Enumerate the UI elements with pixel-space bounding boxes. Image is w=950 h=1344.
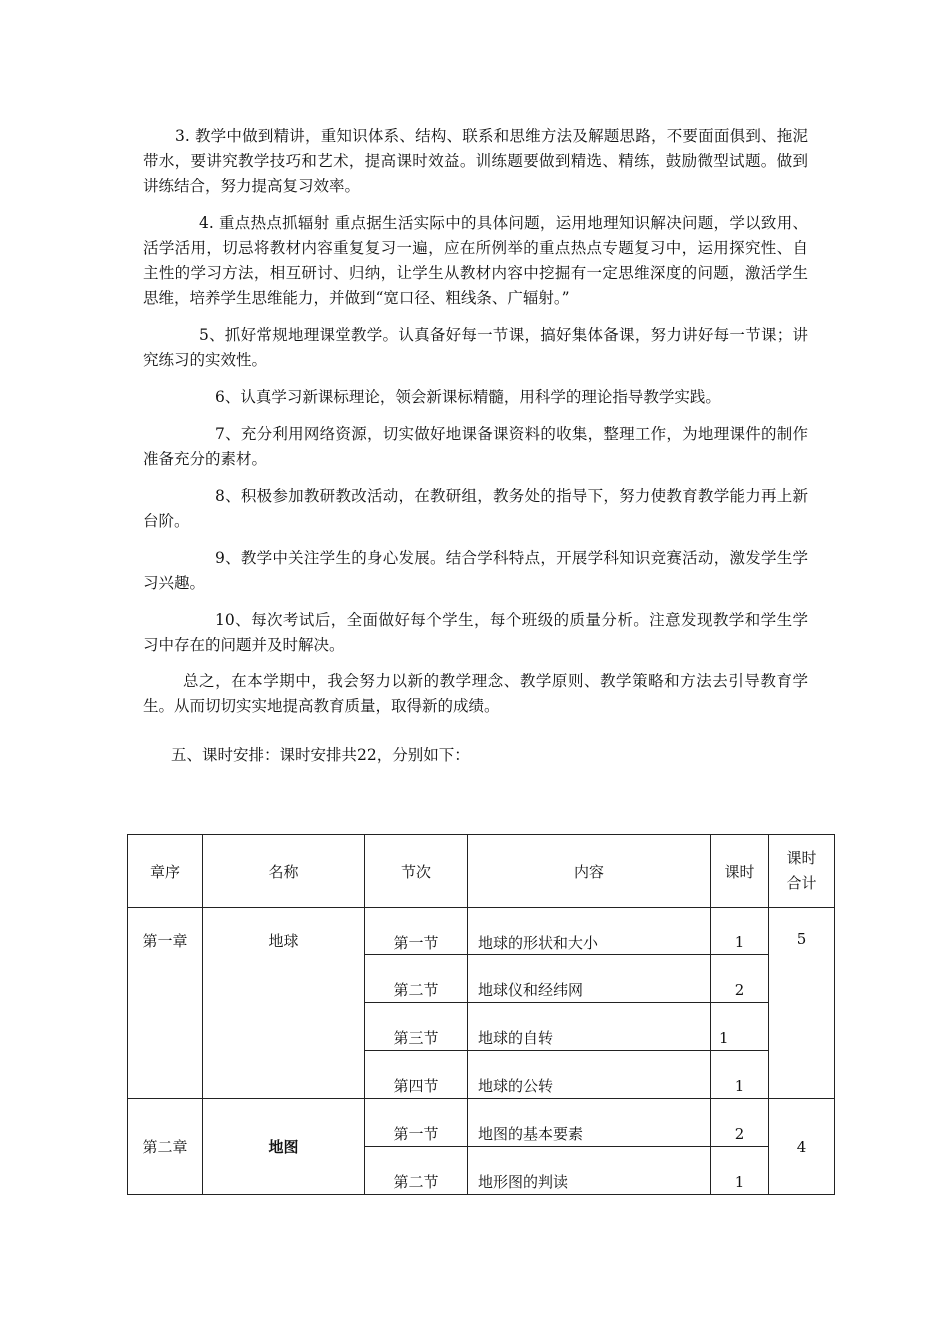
paragraph-7: 7、充分利用网络资源，切实做好地课备课资料的收集，整理工作，为地理课件的制作准备充分的素材。: [143, 425, 808, 468]
schedule-heading: 五、课时安排：课时安排共22，分别如下：: [171, 746, 470, 764]
header-total: 课时合计: [769, 835, 835, 908]
chapter-1-name: 地球: [203, 908, 365, 1099]
chapter-2: 第二章: [128, 1099, 203, 1195]
ch1-sec3-content: 地球的自转: [468, 1003, 711, 1051]
table-row: [128, 908, 835, 955]
ch1-sec2-hours: 2: [711, 955, 769, 1003]
schedule-table: [127, 834, 835, 1195]
header-section: 节次: [365, 835, 468, 908]
chapter-1-total: 5: [769, 908, 835, 1099]
paragraph-10: 10、每次考试后，全面做好每个学生，每个班级的质量分析。注意发现教学和学生学习中存在的问题并及时解决。: [143, 611, 808, 654]
ch2-sec2-hours: 1: [711, 1147, 769, 1195]
paragraph-3: 3. 教学中做到精讲，重知识体系、结构、联系和思维方法及解题思路，不要面面俱到、拖泥带水，要讲究教学技巧和艺术，提高课时效益。训练题要做到精选、精练，鼓励微型试题。做到讲练结合，努力提高复习效率。: [143, 127, 808, 195]
header-name: 名称: [203, 835, 365, 908]
ch1-sec1-content: 地球的形状和大小: [468, 908, 711, 955]
header-hours: 课时: [711, 835, 769, 908]
ch1-sec1: 第一节: [365, 908, 468, 955]
ch2-sec1-hours: 2: [711, 1099, 769, 1147]
header-content: 内容: [468, 835, 711, 908]
paragraph-6: 6、认真学习新课标理论，领会新课标精髓，用科学的理论指导教学实践。: [215, 388, 721, 406]
ch1-sec4: 第四节: [365, 1051, 468, 1099]
paragraph-5: 5、抓好常规地理课堂教学。认真备好每一节课，搞好集体备课，努力讲好每一节课；讲究练习的实效性。: [143, 326, 808, 369]
header-chapter: 章序: [128, 835, 203, 908]
ch1-sec3-hours: 1: [711, 1003, 769, 1051]
ch2-sec2: 第二节: [365, 1147, 468, 1195]
ch1-sec1-hours: 1: [711, 908, 769, 955]
ch2-sec2-content: 地形图的判读: [468, 1147, 711, 1195]
table-row: [128, 1099, 835, 1147]
chapter-2-name: 地图: [203, 1099, 365, 1195]
table-header-row: [128, 835, 835, 908]
ch1-sec4-content: 地球的公转: [468, 1051, 711, 1099]
chapter-1: 第一章: [128, 908, 203, 1099]
ch2-sec1-content: 地图的基本要素: [468, 1099, 711, 1147]
paragraph-4: 4. 重点热点抓辐射 重点据生活实际中的具体问题，运用地理知识解决问题，学以致用、活学活用，切忌将教材内容重复复习一遍，应在所例举的重点热点专题复习中，运用探究性、自主性的学习方法，相互研讨、归纳，让学生从教材内容中挖掘有一定思维深度的问题，激活学生思维，培养学生思维能力，并做到“宽口径、粗线条、广辐射。”: [143, 214, 808, 307]
chapter-2-total: 4: [769, 1099, 835, 1195]
paragraph-9: 9、教学中关注学生的身心发展。结合学科特点，开展学科知识竞赛活动，激发学生学习兴趣。: [143, 549, 808, 592]
ch2-sec1: 第一节: [365, 1099, 468, 1147]
summary-paragraph: 总之，在本学期中，我会努力以新的教学理念、教学原则、教学策略和方法去引导教育学生。从而切切实实地提高教育质量，取得新的成绩。: [143, 672, 808, 715]
ch1-sec2-content: 地球仪和经纬网: [468, 955, 711, 1003]
ch1-sec2: 第二节: [365, 955, 468, 1003]
ch1-sec4-hours: 1: [711, 1051, 769, 1099]
ch1-sec3: 第三节: [365, 1003, 468, 1051]
paragraph-8: 8、积极参加教研教改活动，在教研组，教务处的指导下，努力使教育教学能力再上新台阶。: [143, 487, 808, 530]
